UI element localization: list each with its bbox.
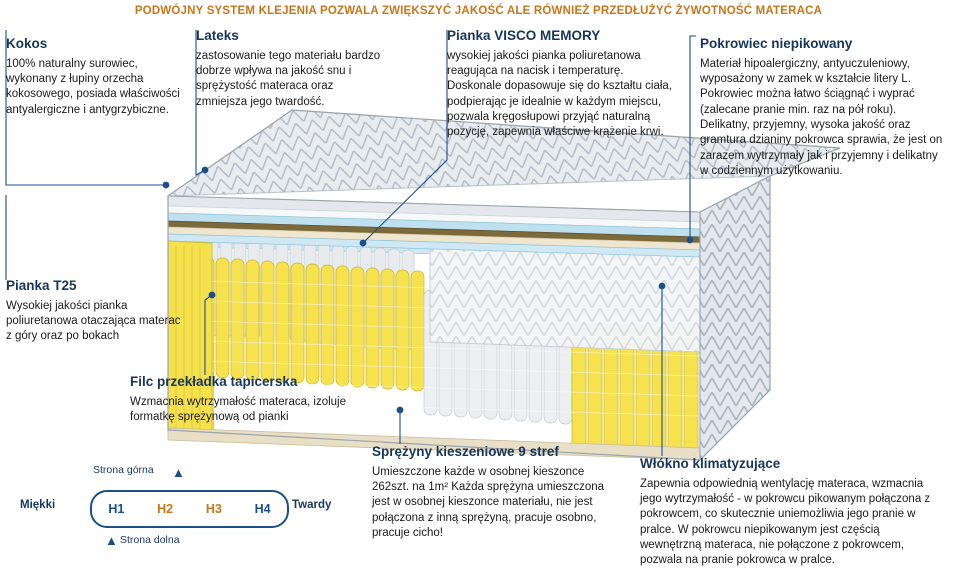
callout-sprezyny bbox=[372, 444, 612, 541]
callout-filc-title: Filc przekładka tapicerska bbox=[130, 374, 298, 389]
firmness-scale-box[interactable] bbox=[90, 490, 289, 528]
callout-visco bbox=[447, 28, 677, 141]
callout-kokos bbox=[6, 36, 181, 118]
callout-kokos-title: Kokos bbox=[6, 36, 48, 51]
firmness-bottom-label: Strona dolna bbox=[120, 534, 180, 546]
callout-pianka-t25 bbox=[6, 278, 186, 345]
callout-wlokno bbox=[640, 456, 940, 569]
callout-wlokno-body: Zapewnia odpowiednią wentylację materaca, wzmacnia jego wytrzymałość - w pokrowcu pikowanym połączona z pokrowcem, co skutecznie uniemożliwia jego pranie w pralce. W pokrowcu niepikowanym jest częścią wewnętrzną materaca, nie połączone z pokrowcem, pozwala na pranie pokrowca w pralce. bbox=[640, 477, 931, 567]
firmness-soft-label: Miękki bbox=[20, 499, 56, 511]
callout-filc-body: Wzmacnia wytrzymałość materaca, izoluje formatkę sprężynową od pianki bbox=[130, 395, 347, 424]
firmness-cell-h2[interactable]: H2 bbox=[157, 502, 174, 516]
arrow-down-icon: ▲ bbox=[105, 533, 118, 548]
firmness-hard-label: Twardy bbox=[292, 499, 332, 511]
callout-pianka-t25-body: Wysokiej jakości pianka poliuretanowa otaczająca materac z góry oraz po bokach bbox=[6, 299, 181, 343]
arrow-up-icon: ▲ bbox=[172, 465, 185, 480]
callout-pianka-t25-title: Pianka T25 bbox=[6, 278, 77, 293]
callout-kokos-body: 100% naturalny surowiec, wykonany z łupiny orzecha kokosowego, posiada właściwości antyalergiczne i antygrzybiczne. bbox=[6, 57, 180, 116]
firmness-cell-h4[interactable]: H4 bbox=[254, 502, 271, 516]
firmness-top-label: Strona górna bbox=[93, 464, 154, 476]
firmness-scale bbox=[20, 462, 350, 558]
callout-pokrowiec bbox=[700, 36, 948, 179]
callout-pokrowiec-title: Pokrowiec niepikowany bbox=[700, 36, 853, 51]
callout-wlokno-title: Włókno klimatyzujące bbox=[640, 456, 781, 471]
header-banner-text: PODWÓJNY SYSTEM KLEJENIA POZWALA ZWIĘKSZYĆ JAKOŚĆ ALE RÓWNIEŻ PRZEDŁUŻYĆ ŻYWOTNOŚĆ MATERACA bbox=[134, 5, 823, 17]
callout-sprezyny-title: Sprężyny kieszeniowe 9 stref bbox=[372, 444, 559, 459]
callout-visco-body: wysokiej jakości pianka poliuretanowa reagująca na nacisk i temperaturę. Doskonale dopasowuje się do kształtu ciała, podpierając je idealnie w każdym miejscu, pozwala kręgosłupowi przyjąć naturalną pozycję, zapewnia właściwe krążenie krwi. bbox=[447, 49, 673, 139]
callout-filc bbox=[130, 374, 375, 425]
callout-visco-title: Pianka VISCO MEMORY bbox=[447, 28, 601, 43]
callout-pokrowiec-body: Materiał hipoalergiczny, antyuczuleniowy, wyposażony w zamek w kształcie litery L. Pokrowiec można łatwo ściągnąć i wyprać (zalecane pranie min. raz na pół roku). Delikatny, przyjemny, wysoka jakość oraz gramtura dzianiny pokrowca sprawia, że jest on zarazem wytrzymały jak i przyjemny i delikatny w codziennym użytkowaniu. bbox=[700, 57, 943, 177]
firmness-cell-h1[interactable]: H1 bbox=[108, 502, 125, 516]
callout-lateks bbox=[196, 28, 386, 110]
callout-sprezyny-body: Umieszczone każde w osobnej kieszonce 262szt. na 1m² Każda sprężyna umieszczona jest w osobnej kieszonce materiału, nie jest połączona z inną sprężyną, pracuje osobno, pracuje cicho! bbox=[372, 465, 605, 539]
callout-lateks-body: zastosowanie tego materiału bardzo dobrze wpływa na jakość snu i sprężystość materaca oraz zmniejsza jego twardość. bbox=[196, 49, 381, 108]
callout-lateks-title: Lateks bbox=[196, 28, 239, 43]
firmness-cell-h3[interactable]: H3 bbox=[205, 502, 222, 516]
